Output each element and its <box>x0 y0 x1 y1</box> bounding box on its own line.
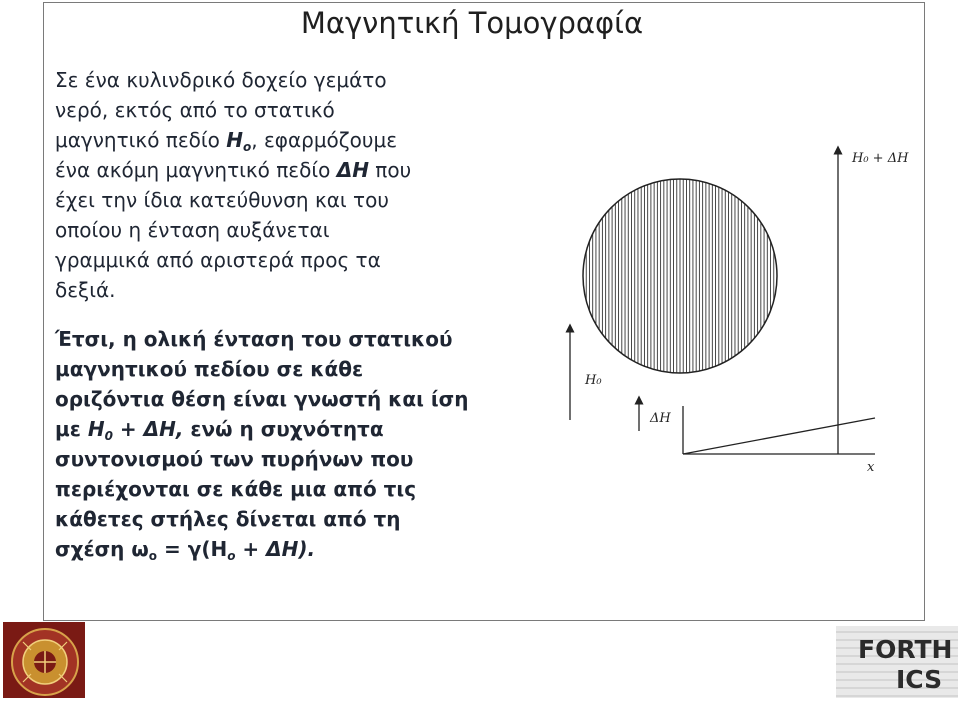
label-h0: H₀ <box>585 373 602 388</box>
svg-text:FORTH: FORTH <box>858 635 953 664</box>
text-line: Έτσι, η ολική ένταση του στατικού <box>55 327 453 351</box>
text-line: μαγνητικού πεδίου σε κάθε <box>55 357 364 381</box>
text-line: σχέση $\omega_o = \gamma(H_o + \Delta H)$. <box>55 537 316 563</box>
text-line: ένα ακόμη μαγνητικό πεδίο ΔΗ που <box>55 158 412 182</box>
text-line: οριζόντια θέση είναι γνωστή και ίση <box>55 387 469 411</box>
text-line: νερό, εκτός από το στατικό <box>55 98 335 122</box>
text-line: με $H_0 + \Delta H$, ενώ η συχνότητα <box>55 417 384 443</box>
text-line: οποίου η ένταση αυξάνεται <box>55 218 330 242</box>
text-line: δεξιά. <box>55 278 116 302</box>
forth-ics-logo <box>836 626 958 698</box>
text-line: συντονισμού των πυρήνων που <box>55 447 414 471</box>
cylinder-stripes <box>583 170 777 380</box>
label-h0-plus-dh: H₀ + ΔH <box>852 151 909 166</box>
uoc-seal-icon <box>3 622 85 698</box>
text-line: έχει την ίδια κατεύθυνση και του <box>55 188 389 212</box>
gradient-field-figure <box>555 140 925 480</box>
slide-title: Μαγνητική Τομογραφία <box>300 6 644 40</box>
text-line: Σε ένα κυλινδρικό δοχείο γεμάτο <box>55 68 387 92</box>
text-line: μαγνητικό πεδίο $H_o$, εφαρμόζουμε <box>55 128 398 154</box>
paragraph-intro <box>55 65 495 305</box>
label-dh: ΔH <box>650 411 671 426</box>
text-line: γραμμικά από αριστερά προς τα <box>55 248 381 272</box>
paragraph-explanation <box>55 324 535 564</box>
university-of-crete-logo <box>3 622 85 698</box>
label-x: x <box>867 460 875 475</box>
text-line: κάθετες στήλες δίνεται από τη <box>55 507 401 531</box>
forth-ics-logo-icon <box>836 626 958 698</box>
svg-text:ICS: ICS <box>896 665 943 694</box>
figure-svg <box>555 140 925 480</box>
gradient-line <box>683 418 875 454</box>
text-line: περιέχονται σε κάθε μια από τις <box>55 477 417 501</box>
